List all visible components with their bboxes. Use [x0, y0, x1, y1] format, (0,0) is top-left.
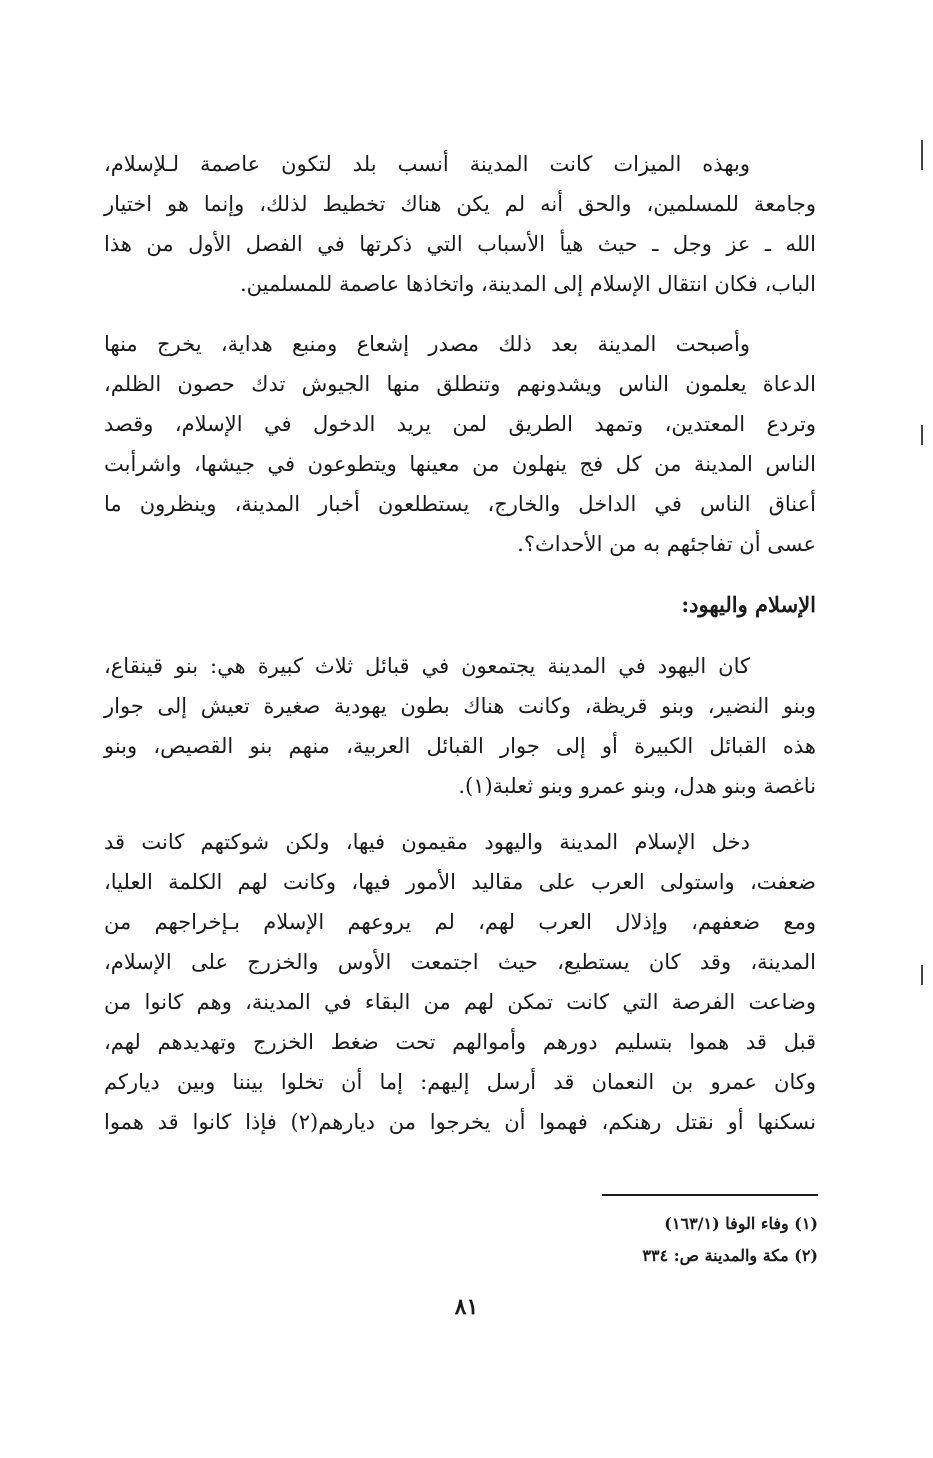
- paragraph-line: نسكنها أو نقتل رهنكم، فهموا أن يخرجوا من ديارهم(٢) فإذا كانوا قد هموا: [104, 1110, 816, 1134]
- paragraph-line: وضاعت الفرصة التي كانت تمكن لهم من البقاء في المدينة، وهم كانوا من: [104, 990, 816, 1014]
- margin-mark: [921, 140, 923, 170]
- paragraph-4: [104, 822, 816, 1142]
- paragraph-line: عسى أن تفاجئهم به من الأحداث؟.: [517, 532, 816, 556]
- paragraph-3: [104, 646, 816, 806]
- paragraph-line: الدعاة يعلمون الناس ويشدونهم وتنطلق منها الجيوش تدك حصون الظلم،: [104, 372, 816, 396]
- paragraph-line: وبنو النضير، وبنو قريظة، وكانت هناك بطون يهودية صغيرة تعيش إلى جوار: [104, 694, 816, 718]
- paragraph-line: المدينة، وقد كان يستطيع، حيث اجتمعت الأوس والخزرج على الإسلام،: [104, 950, 816, 974]
- footnote-1: (١) وفاء الوفا (١٦٣/١): [664, 1214, 818, 1233]
- paragraph-line: أعناق الناس في الداخل والخارج، يستطلعون أخبار المدينة، وينظرون ما: [104, 492, 816, 516]
- paragraph-line: وبهذه الميزات كانت المدينة أنسب بلد لتكون عاصمة لـلإسلام،: [104, 152, 750, 176]
- paragraph-line: ناغصة وبنو هدل، وبنو عمرو وبنو ثعلبة(١).: [458, 774, 816, 798]
- footnote-2: (٢) مكة والمدينة ص: ٣٣٤: [642, 1246, 818, 1265]
- section-heading-block: [104, 585, 816, 625]
- paragraph-1: [104, 144, 816, 304]
- paragraph-line: قبل قد هموا بتسليم دورهم وأموالهم تحت ضغط الخزرج وتهديدهم لهم،: [104, 1030, 816, 1054]
- paragraph-line: وجامعة للمسلمين، والحق أنه لم يكن هناك تخطيط لذلك، وإنما هو اختيار: [104, 192, 817, 216]
- paragraph-line: دخل الإسلام المدينة واليهود مقيمون فيها، ولكن شوكتهم كانت قد: [104, 830, 750, 854]
- paragraph-line: ومع ضعفهم، وإذلال العرب لهم، لم يروعهم الإسلام بـإخراجهم من: [104, 910, 816, 934]
- paragraph-line: وتردع المعتدين، وتمهد الطريق لمن يريد الدخول في الإسلام، وقصد: [104, 412, 816, 436]
- footnotes: [560, 1208, 818, 1272]
- footnote-divider: [602, 1194, 818, 1196]
- paragraph-line: ضعفت، واستولى العرب على مقاليد الأمور فيها، وكانت لهم الكلمة العليا،: [104, 870, 816, 894]
- paragraph-line: الناس المدينة من كل فج ينهلون من معينها ويتطوعون في جيشها، واشرأبت: [104, 452, 816, 476]
- section-heading: الإسلام واليهود:: [681, 592, 816, 617]
- margin-mark: [921, 965, 923, 985]
- paragraph-2: [104, 324, 816, 564]
- margin-mark: [921, 425, 923, 445]
- paragraph-line: وأصبحت المدينة بعد ذلك مصدر إشعاع ومنبع هداية، يخرج منها: [104, 332, 750, 356]
- page-number: ٨١: [454, 1294, 479, 1320]
- paragraph-line: الباب، فكان انتقال الإسلام إلى المدينة، واتخاذها عاصمة للمسلمين.: [239, 272, 816, 296]
- paragraph-line: هذه القبائل الكبيرة أو إلى جوار القبائل العربية، منهم بنو القصيص، وبنو: [104, 734, 816, 758]
- paragraph-line: وكان عمرو بن النعمان قد أرسل إليهم: إما أن تخلوا بيننا وبين دياركم: [104, 1070, 816, 1094]
- paragraph-line: الله ـ عز وجل ـ حيث هيأ الأسباب التي ذكرتها في الفصل الأول من هذا: [104, 232, 816, 256]
- paragraph-line: كان اليهود في المدينة يجتمعون في قبائل ثلاث كبيرة هي: بنو قينقاع،: [104, 654, 750, 678]
